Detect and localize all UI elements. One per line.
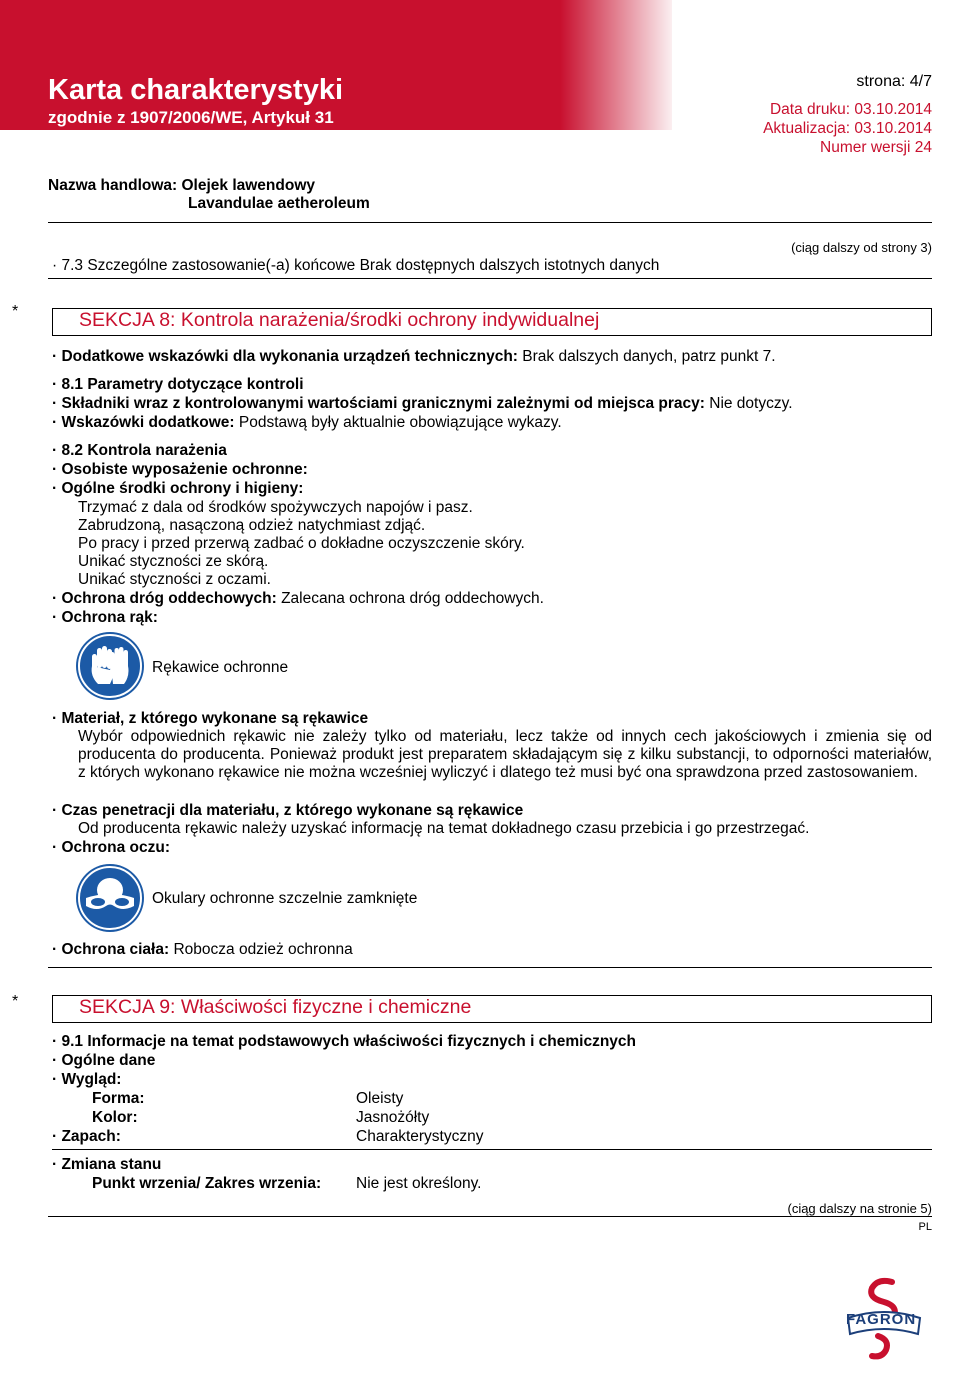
penetration-time-heading: · Czas penetracji dla materiału, z którego wykonane są rękawice — [52, 802, 524, 819]
section-7-3 — [52, 256, 659, 275]
color-label: Kolor: — [92, 1109, 138, 1126]
section-9-title: SEKCJA 9: Właściwości fizyczne i chemiczne — [79, 996, 472, 1018]
trade-divider — [48, 222, 932, 223]
body-protection — [52, 940, 353, 959]
fagron-logo-text: FAGRON — [846, 1311, 917, 1328]
hygiene-item: Po pracy i przed przerwą zadbać o dokładne oczyszczenie skóry. — [78, 535, 525, 552]
section-9-header — [52, 995, 932, 1023]
change-marker: * — [12, 993, 19, 1010]
glove-material-text: Wybór odpowiednich rękawic nie zależy tylko od materiału, lecz także od innych cech jakościowych i zmienia się od producenta do producenta. Ponieważ produkt jest preparatem składającym się z kilku substancji, to odporności materiałów, z których wykonano rękawice nie można wcześniej wyliczyć i dlatego też musi być ona sprawdzona przed zastosowaniem. — [78, 728, 932, 781]
change-marker: * — [12, 303, 19, 320]
appearance-heading: · Wygląd: — [52, 1071, 122, 1088]
section-8-title: SEKCJA 8: Kontrola narażenia/środki ochrony indywidualnej — [79, 309, 600, 331]
section-7-3-value: Brak dostępnych dalszych istotnych danych — [355, 257, 660, 274]
components-limits-label: · Składniki wraz z kontrolowanymi wartościami granicznymi zależnymi od miejsca pracy: — [52, 395, 705, 412]
additional-notes — [52, 413, 562, 432]
boiling-point-label: Punkt wrzenia/ Zakres wrzenia: — [92, 1175, 322, 1192]
eye-protection-heading: · Ochrona oczu: — [52, 839, 170, 856]
language-code: PL — [918, 1221, 932, 1233]
point-8-2: · 8.2 Kontrola narażenia — [52, 442, 227, 459]
personal-protection-heading: · Osobiste wyposażenie ochronne: — [52, 461, 308, 478]
components-limits-value: Nie dotyczy. — [704, 395, 793, 412]
point-8-1: · 8.1 Parametry dotyczące kontroli — [52, 376, 304, 393]
hand-protection-heading: · Ochrona rąk: — [52, 609, 158, 626]
respiratory-protection-label: · Ochrona dróg oddechowych: — [52, 590, 277, 607]
hygiene-item: Trzymać z dala od środków spożywczych napojów i pasz. — [78, 499, 473, 516]
penetration-time-text: Od producenta rękawic należy uzyskać informację na temat dokładnego czasu przebicia i go przestrzegać. — [78, 820, 810, 837]
trade-latin-name: Lavandulae aetheroleum — [188, 195, 370, 212]
hygiene-item: Zabrudzoną, nasączoną odzież natychmiast zdjąć. — [78, 517, 426, 534]
additional-guidelines-label: · Dodatkowe wskazówki dla wykonania urządzeń technicznych: — [52, 348, 518, 365]
glove-material-heading: · Materiał, z którego wykonane są rękawice — [52, 710, 369, 727]
document-title: Karta charakterystyki — [48, 74, 344, 106]
odor-label: · Zapach: — [52, 1128, 121, 1145]
additional-guidelines-value: Brak dalszych danych, patrz punkt 7. — [517, 348, 776, 365]
color-value: Jasnożółty — [356, 1109, 430, 1126]
hygiene-item: Unikać styczności ze skórą. — [78, 553, 269, 570]
continued-from: (ciąg dalszy od strony 3) — [791, 240, 932, 255]
additional-notes-label: · Wskazówki dodatkowe: — [52, 414, 235, 431]
hygiene-heading: · Ogólne środki ochrony i higieny: — [52, 480, 304, 497]
point-9-1: · 9.1 Informacje na temat podstawowych właściwości fizycznych i chemicznych — [52, 1033, 637, 1050]
additional-guidelines — [52, 347, 776, 366]
body-protection-value: Robocza odzież ochronna — [169, 941, 353, 958]
continued-on: (ciąg dalszy na stronie 5) — [787, 1201, 932, 1216]
respiratory-protection — [52, 589, 544, 608]
trade-name: Nazwa handlowa: Olejek lawendowy — [48, 177, 316, 194]
odor-value: Charakterystyczny — [356, 1128, 484, 1145]
footer-divider — [48, 1216, 932, 1217]
goggles-caption: Okulary ochronne szczelnie zamknięte — [152, 890, 418, 907]
respiratory-protection-value: Zalecana ochrona dróg oddechowych. — [276, 590, 544, 607]
hygiene-item: Unikać styczności z oczami. — [78, 571, 271, 588]
header-red-fade — [560, 0, 680, 130]
page-number: strona: 4/7 — [856, 73, 932, 90]
gloves-icon — [76, 632, 144, 700]
section-8-header — [52, 308, 932, 336]
property-divider — [52, 1149, 932, 1150]
general-data-heading: · Ogólne dane — [52, 1052, 156, 1069]
boiling-point-value: Nie jest określony. — [356, 1175, 482, 1192]
update-date: Aktualizacja: 03.10.2014 — [763, 120, 932, 137]
section-7-3-label: · 7.3 Szczególne zastosowanie(-a) końcowe — [52, 257, 356, 274]
section-7-divider — [48, 278, 932, 279]
print-date: Data druku: 03.10.2014 — [769, 101, 932, 118]
form-label: Forma: — [92, 1090, 145, 1107]
components-limits — [52, 394, 793, 413]
document-subtitle: zgodnie z 1907/2006/WE, Artykuł 31 — [48, 108, 334, 127]
additional-notes-value: Podstawą były aktualnie obowiązujące wykazy. — [234, 414, 562, 431]
body-protection-label: · Ochrona ciała: — [52, 941, 170, 958]
gloves-caption: Rękawice ochronne — [152, 659, 289, 676]
state-change-heading: · Zmiana stanu — [52, 1156, 162, 1173]
section-8-divider — [48, 967, 932, 968]
goggles-icon — [76, 864, 144, 932]
form-value: Oleisty — [356, 1090, 404, 1107]
version-number: Numer wersji 24 — [820, 139, 932, 156]
